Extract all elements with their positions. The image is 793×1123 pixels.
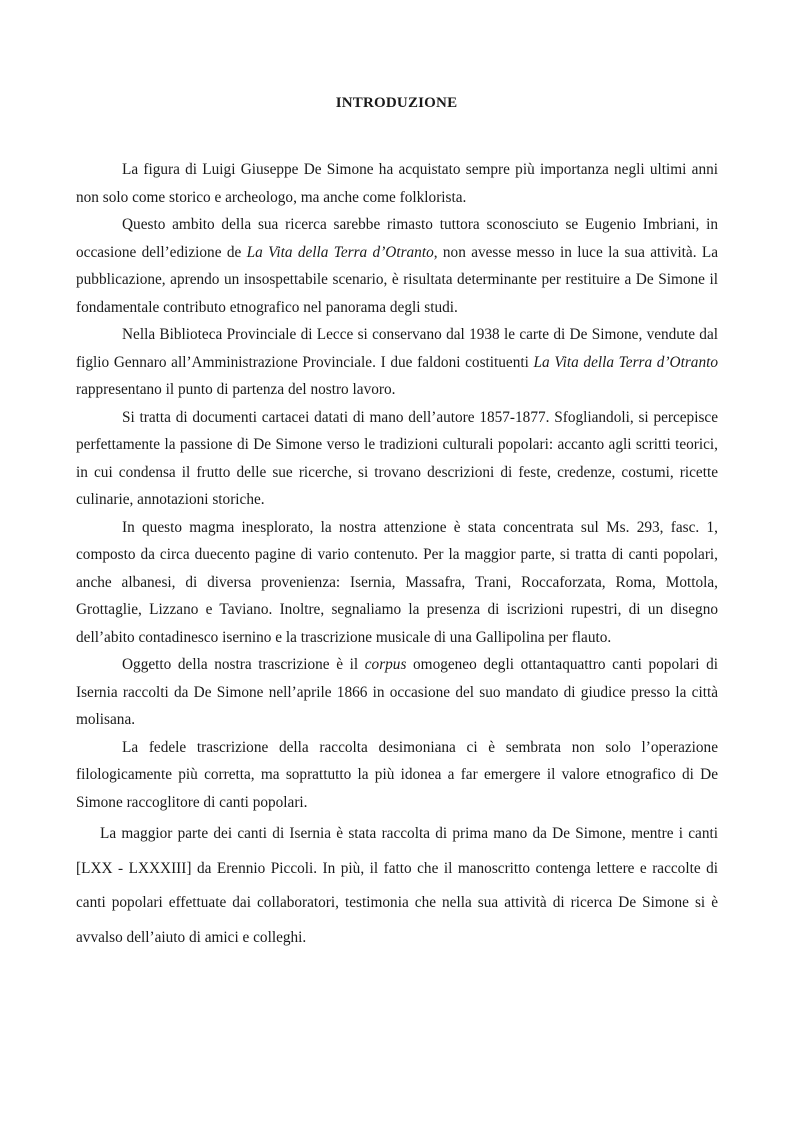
paragraph-text: Si tratta di documenti cartacei datati di mano dell’autore 1857-1877. Sfogliandoli, si percepisce perfettamente la passione di De Simone verso le tradizioni culturali popolari: accanto agli scritti teorici, in cui condensa il frutto delle sue ricerche, si trovano descrizioni di feste, credenze, costumi, ricette culinarie, annotazioni storiche. xyxy=(76,408,718,508)
paragraph-3 xyxy=(76,321,718,404)
paragraph-text: La figura di Luigi Giuseppe De Simone ha acquistato sempre più importanza negli ultimi anni non solo come storico e archeologo, ma anche come folklorista. xyxy=(76,161,718,206)
paragraph-text: Oggetto della nostra trascrizione è il xyxy=(122,656,365,673)
corpus-italic: corpus xyxy=(364,656,407,673)
paragraph-4 xyxy=(76,404,718,514)
book-title-italic: La Vita della Terra d’Otranto xyxy=(533,353,718,371)
page-title: INTRODUZIONE xyxy=(335,95,458,111)
body-text xyxy=(76,156,718,955)
paragraph-8 xyxy=(76,817,718,955)
paragraph-7 xyxy=(76,734,718,817)
paragraph-2 xyxy=(76,211,718,321)
paragraph-1 xyxy=(76,156,718,211)
book-title-italic: La Vita della Terra d’Otranto xyxy=(246,243,434,261)
paragraph-text: La fedele trascrizione della raccolta desimoniana ci è sembrata non solo l’operazione filologicamente più corretta, ma soprattutto la più idonea a far emergere il valore etnografico di De Simone raccoglitore di canti popolari. xyxy=(76,738,718,811)
paragraph-text: Nella Biblioteca Provinciale di Lecce si conservano dal 1938 le carte di De Simone, vendute dal figlio Gennaro all’Amministrazione Provinciale. I due faldoni costituenti xyxy=(76,326,718,371)
paragraph-6 xyxy=(76,651,718,734)
paragraph-text: Questo ambito della sua ricerca sarebbe rimasto tuttora sconosciuto se Eugenio Imbriani, in occasione dell’edizione de xyxy=(76,216,718,261)
paragraph-text: In questo magma inesplorato, la nostra attenzione è stata concentrata sul Ms. 293, fasc. 1, composto da circa duecento pagine di vario contenuto. Per la maggior parte, si tratta di canti popolari, anche albanesi, di diversa provenienza: Isernia, Massafra, Trani, Roccaforzata, Roma, Mottola, Grottaglie, Lizzano e Taviano. Inoltre, segnaliamo la presenza di iscrizioni rupestri, di un disegno dell’abito contadinesco isernino e la trascrizione musicale di una Gallipolina per flauto. xyxy=(76,518,718,646)
paragraph-text: , non avesse messo in luce la sua attività. La pubblicazione, aprendo un insospettabile scenario, è risultata determinante per restituire a De Simone il fondamentale contributo etnografico nel panorama degli studi. xyxy=(76,243,719,316)
paragraph-text: rappresentano il punto di partenza del nostro lavoro. xyxy=(76,381,396,398)
paragraph-5 xyxy=(76,514,718,652)
paragraph-text: La maggior parte dei canti di Isernia è stata raccolta di prima mano da De Simone, mentre i canti [LXX - LXXXIII] da Erennio Piccoli. In più, il fatto che il manoscritto contenga lettere e raccolte di canti popolari effettuate dai collaboratori, testimonia che nella sua attività di ricerca De Simone si è avvalso dell’aiuto di amici e colleghi. xyxy=(76,825,718,946)
paragraph-text: omogeneo degli ottantaquattro canti popolari di Isernia raccolti da De Simone nell’aprile 1866 in occasione del suo mandato di giudice presso la città molisana. xyxy=(76,656,718,728)
